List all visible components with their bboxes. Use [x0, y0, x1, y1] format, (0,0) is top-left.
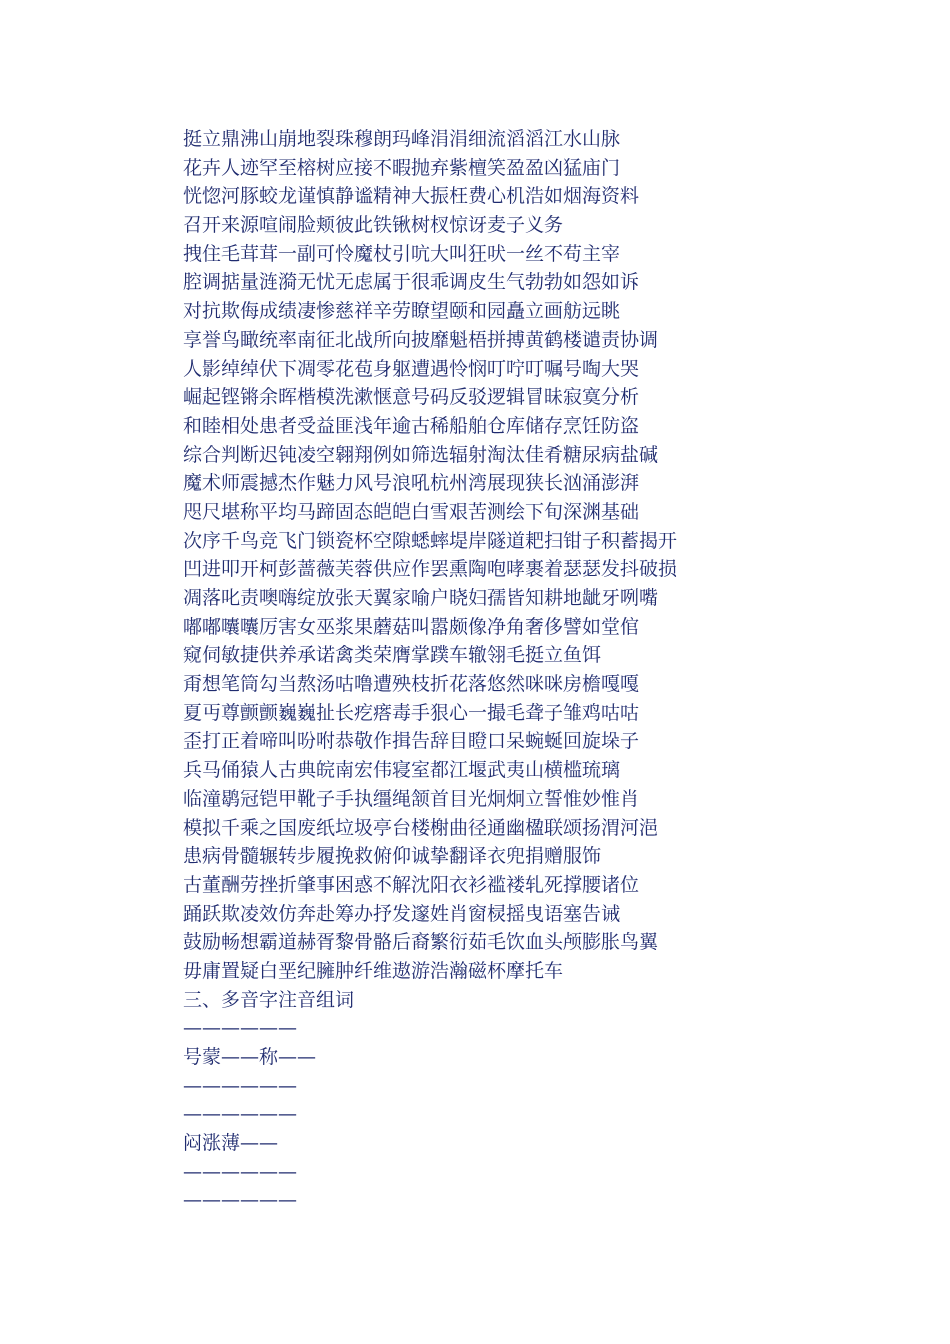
section-heading: 三、多音字注音组词: [183, 988, 355, 1011]
vocab-line-4: 召开来源喧闹脸颊彼此铁锹树杈惊讶麦子义务: [183, 214, 564, 237]
vocab-line-16: 凹进叩开柯彭蔷薇芙蓉供应作罢熏陶咆哮裹着瑟瑟发抖破损: [183, 558, 678, 581]
vocab-line-19: 窥伺敏捷供养承诺禽类荣膺掌蹼车辙翎毛挺立鱼饵: [183, 644, 602, 667]
vocab-line-10: 崛起铿锵余晖楷模洗漱惬意号码反驳逻辑冒昧寂寞分析: [183, 386, 640, 409]
vocab-line-22: 歪打正着啼叫吩咐恭敬作揖告辞目瞪口呆蜿蜒回旋垛子: [183, 730, 640, 753]
answer-blank-line: ——————: [183, 1074, 297, 1097]
vocab-line-30: 毋庸置疑白垩纪臃肿纤维遨游浩瀚磁杯摩托车: [183, 959, 564, 982]
vocab-line-13: 魔术师震撼杰作魅力风号浪吼杭州湾展现狭长汹涌澎湃: [183, 472, 640, 495]
vocab-line-15: 次序千鸟竞飞门锁瓷杯空隙蟋蟀堤岸隧道耙扫钳子积蓄揭开: [183, 529, 678, 552]
document-text: [183, 125, 903, 1215]
vocab-line-28: 踊跃欺凌效仿奔赴筹办抒发邃姓肖窗棂摇曳语塞告诫: [183, 902, 621, 925]
answer-blank-line: ——————: [183, 1160, 297, 1183]
vocab-line-1: 挺立鼎沸山崩地裂珠穆朗玛峰涓涓细流滔滔江水山脉: [183, 128, 621, 150]
vocab-line-24: 临潼鹖冠铠甲靴子手执缰绳颔首目光炯炯立誓惟妙惟肖: [183, 787, 640, 810]
vocab-line-20: 甭想笔筒勾当熬汤咕噜遭殃枝折花落悠然咪咪房檐嘎嘎: [183, 673, 640, 696]
vocab-line-5: 拽住毛茸茸一副可怜魔杖引吭大叫狂吠一丝不苟主宰: [183, 242, 621, 265]
vocab-line-2: 花卉人迹罕至榕树应接不暇抛弃紫檀笑盈盈凶猛庙门: [183, 156, 621, 179]
vocab-line-29: 鼓励畅想霸道赫胥黎骨骼后裔繁衍茹毛饮血头颅膨胀鸟翼: [183, 931, 659, 954]
polyphone-prompt-1: 号蒙——称——: [183, 1046, 317, 1068]
vocab-line-9: 人影绰绰伏下凋零花苞身躯遭遇怜悯叮咛叮嘱号啕大哭: [183, 357, 640, 380]
answer-blank-line: ——————: [183, 1189, 297, 1212]
vocab-line-11: 和睦相处患者受益匪浅年逾古稀船舶仓库储存烹饪防盗: [183, 414, 640, 437]
vocab-line-23: 兵马俑猿人古典皖南宏伟寝室都江堰武夷山横槛琉璃: [183, 759, 621, 782]
vocab-line-14: 咫尺堪称平均马蹄固态皑皑白雪艰苦测绘下旬深渊基础: [183, 500, 640, 523]
vocab-line-27: 古董酬劳挫折肇事困惑不解沈阳衣衫褴褛轧死撑腰诸位: [183, 873, 640, 896]
vocab-line-18: 嘟嘟囔囔厉害女巫浆果蘑菇叫嚣颇像净角奢侈譬如堂倌: [183, 615, 640, 638]
vocab-line-21: 夏丏尊颤颤巍巍扯长疙瘩毒手狠心一撮毛聋子雏鸡咕咕: [183, 701, 640, 724]
answer-blank-line: ——————: [183, 1017, 297, 1040]
vocab-line-7: 对抗欺侮成绩凄惨慈祥辛劳瞭望颐和园矗立画舫远眺: [183, 300, 621, 323]
vocab-line-17: 凋落叱责噢嗨绽放张天翼家喻户晓妇孺皆知耕地龇牙咧嘴: [183, 587, 659, 609]
polyphone-prompt-2: 闷涨薄——: [183, 1132, 279, 1155]
vocab-line-3: 恍惚河豚蛟龙谨慎静谧精神大振枉费心机浩如烟海资料: [183, 185, 640, 208]
vocab-line-26: 患病骨髓辗转步履挽救俯仰诚挚翻译衣兜捐赠服饰: [183, 845, 602, 868]
vocab-line-6: 腔调掂量涟漪无忧无虑属于很乖调皮生气勃勃如怨如诉: [183, 271, 640, 294]
vocab-line-12: 综合判断迟钝凌空翱翔例如筛选辐射淘汰佳肴糖尿病盐碱: [183, 443, 659, 466]
answer-blank-line: ——————: [183, 1103, 297, 1126]
vocab-line-8: 享誉鸟瞰统率南征北战所向披靡魁梧拼搏黄鹤楼谴责协调: [183, 328, 659, 351]
vocab-line-25: 模拟千乘之国废纸垃圾亭台楼榭曲径通幽楹联颂扬渭河浥: [183, 816, 659, 839]
